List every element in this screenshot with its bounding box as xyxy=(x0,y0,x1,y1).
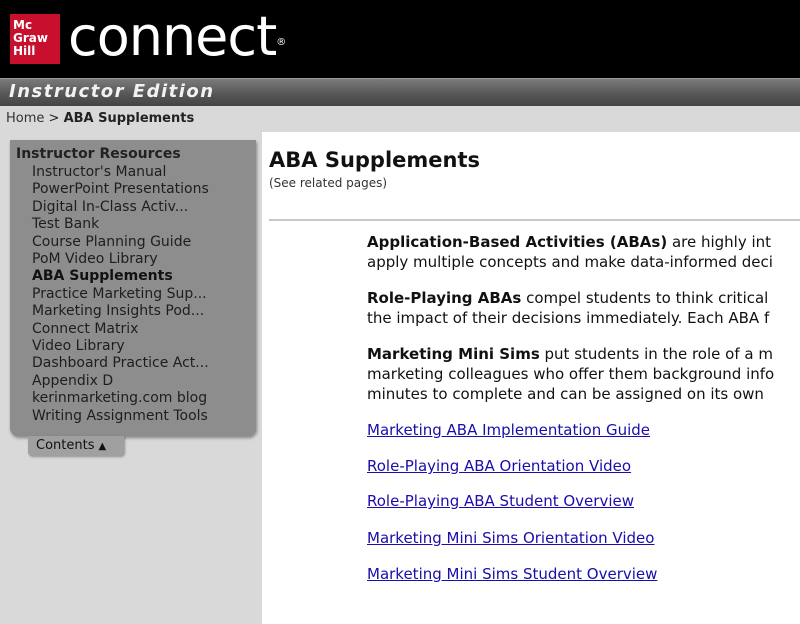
breadcrumb-home-link[interactable]: Home xyxy=(6,111,45,126)
sidebar-item-aba-supplements[interactable]: ABA Supplements xyxy=(32,268,173,285)
contents-label: Contents xyxy=(36,438,95,453)
resource-list xyxy=(32,164,209,425)
sidebar-item-course-planning[interactable]: Course Planning Guide xyxy=(32,233,192,250)
link-mini-sims-student-overview[interactable]: Marketing Mini Sims Student Overview xyxy=(367,565,658,583)
sidebar-item-appendix-d[interactable]: Appendix D xyxy=(32,372,114,389)
sidebar-item-powerpoint[interactable]: PowerPoint Presentations xyxy=(32,181,209,198)
sidebar-item-practice-marketing[interactable]: Practice Marketing Sup... xyxy=(32,285,207,302)
paragraph-term: Role-Playing ABAs xyxy=(367,289,522,307)
sidebar-item-digital-activities[interactable]: Digital In-Class Activ... xyxy=(32,198,189,215)
sidebar-item-writing-tools[interactable]: Writing Assignment Tools xyxy=(32,407,208,424)
paragraph-text: put students in the role of a m xyxy=(539,345,773,363)
paragraph-text: compel students to think critical xyxy=(521,289,769,307)
sidebar xyxy=(0,132,262,624)
connect-wordmark[interactable] xyxy=(68,4,285,70)
triangle-up-icon: ▲ xyxy=(98,441,107,452)
paragraph-role-playing xyxy=(367,288,800,328)
sidebar-item-connect-matrix[interactable]: Connect Matrix xyxy=(32,320,139,337)
main-content xyxy=(262,132,800,624)
divider xyxy=(269,219,800,221)
paragraph-text: apply multiple concepts and make data-informed deci xyxy=(367,253,773,271)
contents-toggle-button[interactable] xyxy=(28,436,124,456)
header-bar xyxy=(0,0,800,78)
sidebar-item-video-library[interactable]: Video Library xyxy=(32,338,125,355)
logo-line-hill: Hill xyxy=(13,44,36,58)
sidebar-item-test-bank[interactable]: Test Bank xyxy=(32,216,100,233)
product-name: connect xyxy=(68,5,277,68)
sidebar-item-pom-video[interactable]: PoM Video Library xyxy=(32,251,158,268)
link-role-playing-orientation-video[interactable]: Role-Playing ABA Orientation Video xyxy=(367,457,632,475)
related-pages-link[interactable]: (See related pages) xyxy=(269,176,388,190)
edition-bar xyxy=(0,78,800,106)
sidebar-item-marketing-insights[interactable]: Marketing Insights Pod... xyxy=(32,303,205,320)
resources-title[interactable]: Instructor Resources xyxy=(16,146,181,162)
resources-panel xyxy=(10,140,256,436)
logo-line-graw: Graw xyxy=(13,31,48,45)
link-mini-sims-orientation-video[interactable]: Marketing Mini Sims Orientation Video xyxy=(367,529,655,547)
paragraph-text: minutes to complete and can be assigned on its own xyxy=(367,385,764,403)
edition-label: Instructor Edition xyxy=(9,81,215,102)
registered-mark: ® xyxy=(276,37,286,48)
mcgraw-hill-logo[interactable] xyxy=(10,14,60,64)
sidebar-item-instructors-manual[interactable]: Instructor's Manual xyxy=(32,164,167,180)
paragraph-text: the impact of their decisions immediately. Each ABA f xyxy=(367,309,770,327)
paragraph-mini-sims xyxy=(367,344,800,404)
link-role-playing-student-overview[interactable]: Role-Playing ABA Student Overview xyxy=(367,492,634,510)
paragraph-term: Application-Based Activities (ABAs) xyxy=(367,233,668,251)
breadcrumb xyxy=(6,111,194,126)
page-title: ABA Supplements xyxy=(269,148,481,172)
breadcrumb-separator: > xyxy=(48,111,60,126)
paragraph-text: are highly int xyxy=(667,233,772,251)
paragraph-term: Marketing Mini Sims xyxy=(367,345,540,363)
logo-line-mc: Mc xyxy=(13,18,33,32)
paragraph-abas xyxy=(367,232,800,272)
breadcrumb-current: ABA Supplements xyxy=(63,111,195,126)
sidebar-item-dashboard-practice[interactable]: Dashboard Practice Act... xyxy=(32,355,209,372)
paragraph-text: marketing colleagues who offer them background info xyxy=(367,365,775,383)
sidebar-item-kerin-blog[interactable]: kerinmarketing.com blog xyxy=(32,390,208,407)
breadcrumb-bar xyxy=(0,106,800,132)
link-aba-implementation-guide[interactable]: Marketing ABA Implementation Guide xyxy=(367,421,651,439)
